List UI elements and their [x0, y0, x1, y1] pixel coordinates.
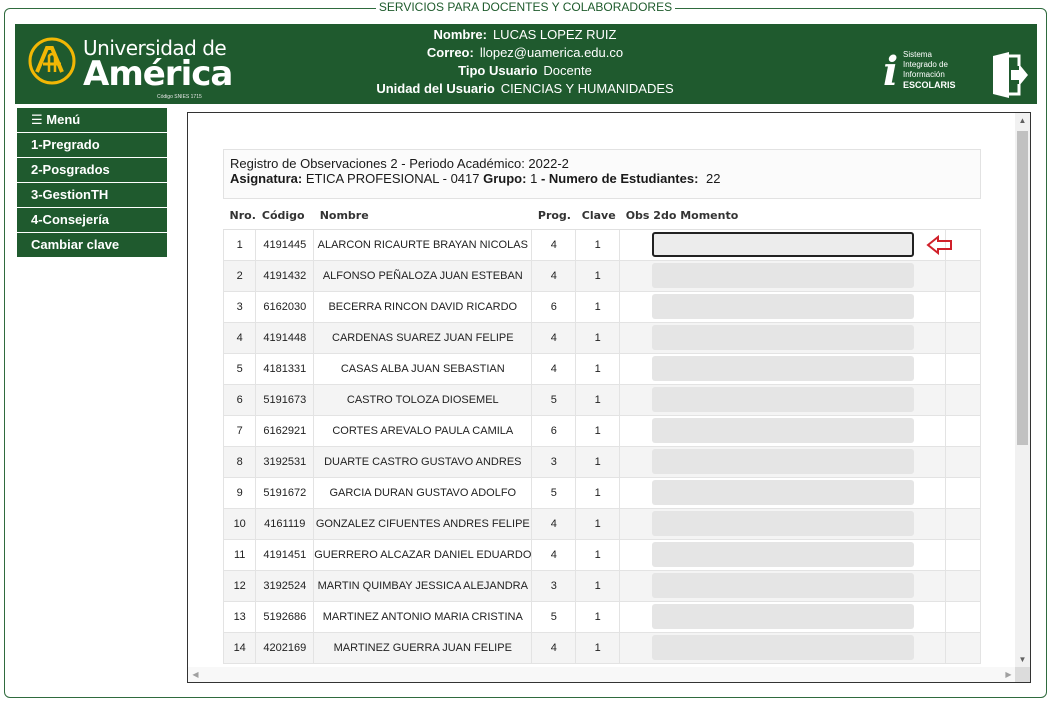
table-row — [224, 632, 981, 663]
cell-obs — [620, 260, 945, 291]
escolaris-logo — [883, 50, 973, 100]
user-email-row — [315, 44, 735, 62]
table-row — [224, 384, 981, 415]
cell-extra — [945, 539, 980, 570]
user-email-value: llopez@uamerica.edu.co — [479, 45, 624, 60]
cell-obs — [620, 322, 945, 353]
cell-codigo: 6162921 — [256, 415, 314, 446]
cell-extra — [945, 508, 980, 539]
user-unit-row — [315, 80, 735, 98]
user-name-value: LUCAS LOPEZ RUIZ — [492, 27, 617, 42]
cell-nombre: ALARCON RICAURTE BRAYAN NICOLAS — [314, 229, 532, 260]
col-prog: Prog. — [532, 203, 576, 229]
observation-input[interactable] — [652, 480, 914, 505]
cell-prog: 4 — [532, 539, 576, 570]
cell-nombre: CARDENAS SUAREZ JUAN FELIPE — [314, 322, 532, 353]
course-details: Asignatura: ETICA PROFESIONAL - 0417 Grupo: 1 - Numero de Estudiantes: 22 — [230, 171, 721, 186]
cell-obs — [620, 477, 945, 508]
cell-nro: 4 — [224, 322, 256, 353]
escolaris-text: Sistema Integrado de Información ESCOLARIS — [903, 50, 956, 90]
menu-item-gestionth[interactable]: 3-GestionTH — [17, 183, 167, 207]
cell-nro: 8 — [224, 446, 256, 477]
table-row — [224, 322, 981, 353]
cell-clave: 1 — [576, 260, 620, 291]
user-name-row — [315, 26, 735, 44]
cell-nombre: MARTIN QUIMBAY JESSICA ALEJANDRA — [314, 570, 532, 601]
cell-prog: 6 — [532, 291, 576, 322]
cell-obs — [620, 539, 945, 570]
cell-clave: 1 — [576, 570, 620, 601]
observation-input[interactable] — [652, 604, 914, 629]
cell-clave: 1 — [576, 415, 620, 446]
scroll-down-icon[interactable]: ▼ — [1018, 655, 1027, 664]
table-row — [224, 446, 981, 477]
cell-obs — [620, 229, 945, 260]
cell-prog: 4 — [532, 229, 576, 260]
col-nombre: Nombre — [314, 203, 532, 229]
course-info — [223, 149, 981, 199]
course-name: ETICA PROFESIONAL - 0417 — [305, 171, 480, 186]
col-clave: Clave — [576, 203, 620, 229]
cell-prog: 5 — [532, 477, 576, 508]
cell-codigo: 4191451 — [256, 539, 314, 570]
cell-obs — [620, 384, 945, 415]
cell-obs — [620, 415, 945, 446]
table-row — [224, 415, 981, 446]
observation-input[interactable] — [652, 387, 914, 412]
table-row — [224, 291, 981, 322]
cell-clave: 1 — [576, 601, 620, 632]
university-emblem-icon — [27, 36, 77, 86]
cell-clave: 1 — [576, 539, 620, 570]
user-type-value: Docente — [543, 63, 592, 78]
cell-nro: 9 — [224, 477, 256, 508]
cell-nro: 13 — [224, 601, 256, 632]
table-header — [224, 203, 981, 229]
cell-prog: 5 — [532, 384, 576, 415]
col-extra — [945, 203, 980, 229]
user-info — [315, 26, 735, 98]
cell-nombre: DUARTE CASTRO GUSTAVO ANDRES — [314, 446, 532, 477]
cell-nro: 1 — [224, 229, 256, 260]
cell-codigo: 4181331 — [256, 353, 314, 384]
logo-line-2: América — [83, 54, 233, 94]
cell-obs — [620, 291, 945, 322]
cell-nro: 7 — [224, 415, 256, 446]
cell-extra — [945, 384, 980, 415]
frame-legend: SERVICIOS PARA DOCENTES Y COLABORADORES — [0, 0, 1051, 14]
user-email-label: Correo: — [426, 45, 474, 60]
cell-codigo: 4191432 — [256, 260, 314, 291]
pointer-arrow-icon — [926, 235, 954, 255]
panel-scroll-area — [188, 113, 1016, 667]
observation-input[interactable] — [652, 542, 914, 567]
period-title: Registro de Observaciones 2 - Periodo Académico: 2022-2 — [230, 156, 569, 171]
cell-nro: 11 — [224, 539, 256, 570]
menu-item-cambiar-clave[interactable]: Cambiar clave — [17, 233, 167, 257]
scroll-left-icon[interactable]: ◀ — [192, 670, 199, 679]
group-number: 1 — [530, 171, 538, 186]
cell-clave: 1 — [576, 446, 620, 477]
user-type-row — [315, 62, 735, 80]
cell-nombre: BECERRA RINCON DAVID RICARDO — [314, 291, 532, 322]
cell-extra — [945, 446, 980, 477]
cell-clave: 1 — [576, 291, 620, 322]
cell-extra — [945, 260, 980, 291]
cell-prog: 4 — [532, 353, 576, 384]
observation-input[interactable] — [652, 356, 914, 381]
col-codigo: Código — [256, 203, 314, 229]
cell-extra — [945, 570, 980, 601]
col-obs: Obs 2do Momento — [620, 203, 945, 229]
cell-codigo: 4202169 — [256, 632, 314, 663]
cell-codigo: 5191672 — [256, 477, 314, 508]
observation-input[interactable] — [652, 325, 914, 350]
scroll-up-icon[interactable]: ▲ — [1018, 116, 1027, 125]
horizontal-scrollbar[interactable] — [188, 667, 1016, 682]
cell-extra — [945, 632, 980, 663]
cell-clave: 1 — [576, 322, 620, 353]
observation-input[interactable] — [652, 573, 914, 598]
observations-panel — [187, 112, 1031, 683]
cell-prog: 4 — [532, 508, 576, 539]
cell-extra — [945, 353, 980, 384]
cell-codigo: 5192686 — [256, 601, 314, 632]
user-name-label: Nombre: — [433, 27, 487, 42]
table-row — [224, 570, 981, 601]
cell-extra — [945, 601, 980, 632]
table-row — [224, 353, 981, 384]
cell-extra — [945, 415, 980, 446]
user-unit-value: CIENCIAS Y HUMANIDADES — [500, 81, 674, 96]
cell-obs — [620, 570, 945, 601]
cell-clave: 1 — [576, 632, 620, 663]
cell-nombre: MARTINEZ GUERRA JUAN FELIPE — [314, 632, 532, 663]
cell-prog: 6 — [532, 415, 576, 446]
cell-prog: 3 — [532, 446, 576, 477]
cell-nro: 5 — [224, 353, 256, 384]
cell-nro: 14 — [224, 632, 256, 663]
cell-prog: 4 — [532, 632, 576, 663]
info-i-icon: i — [883, 48, 899, 95]
cell-codigo: 3192531 — [256, 446, 314, 477]
cell-extra — [945, 322, 980, 353]
menu-toggle[interactable]: ☰ Menú — [17, 108, 167, 132]
cell-obs — [620, 353, 945, 384]
header-banner — [15, 24, 1037, 104]
university-logo[interactable] — [27, 34, 233, 100]
observation-input[interactable] — [652, 511, 914, 536]
cell-clave: 1 — [576, 508, 620, 539]
cell-clave: 1 — [576, 353, 620, 384]
logo-snies: Código SNIES 1715 — [157, 94, 202, 100]
vertical-scrollbar[interactable] — [1015, 113, 1030, 667]
user-type-label: Tipo Usuario — [458, 63, 538, 78]
table-row — [224, 477, 981, 508]
scroll-right-icon[interactable]: ▶ — [1005, 670, 1012, 679]
cell-nombre: MARTINEZ ANTONIO MARIA CRISTINA — [314, 601, 532, 632]
observation-input[interactable] — [652, 418, 914, 443]
student-count: 22 — [706, 171, 721, 186]
cell-prog: 3 — [532, 570, 576, 601]
table-row — [224, 229, 981, 260]
scroll-corner — [1015, 667, 1030, 682]
menu-item-consejeria[interactable]: 4-Consejería — [17, 208, 167, 232]
menu-item-posgrados[interactable]: 2-Posgrados — [17, 158, 167, 182]
cell-codigo: 6162030 — [256, 291, 314, 322]
cell-nombre: GONZALEZ CIFUENTES ANDRES FELIPE — [314, 508, 532, 539]
cell-nro: 12 — [224, 570, 256, 601]
cell-codigo: 4191445 — [256, 229, 314, 260]
cell-clave: 1 — [576, 384, 620, 415]
cell-codigo: 3192524 — [256, 570, 314, 601]
table-row — [224, 539, 981, 570]
cell-codigo: 4161119 — [256, 508, 314, 539]
cell-codigo: 5191673 — [256, 384, 314, 415]
observation-input[interactable] — [652, 635, 914, 660]
cell-extra — [945, 477, 980, 508]
table-row — [224, 508, 981, 539]
cell-prog: 5 — [532, 601, 576, 632]
cell-nro: 2 — [224, 260, 256, 291]
cell-obs — [620, 508, 945, 539]
cell-clave: 1 — [576, 477, 620, 508]
logout-icon[interactable] — [989, 50, 1029, 100]
col-nro: Nro. — [224, 203, 256, 229]
cell-clave: 1 — [576, 229, 620, 260]
observation-input[interactable] — [652, 232, 914, 257]
cell-extra — [945, 291, 980, 322]
observation-input[interactable] — [652, 294, 914, 319]
table-row — [224, 601, 981, 632]
cell-nro: 3 — [224, 291, 256, 322]
menu-item-pregrado[interactable]: 1-Pregrado — [17, 133, 167, 157]
cell-nro: 6 — [224, 384, 256, 415]
cell-nombre: GUERRERO ALCAZAR DANIEL EDUARDO — [314, 539, 532, 570]
cell-codigo: 4191448 — [256, 322, 314, 353]
cell-obs — [620, 632, 945, 663]
sidebar-menu — [17, 108, 167, 258]
user-unit-label: Unidad del Usuario — [376, 81, 495, 96]
cell-nombre: CASAS ALBA JUAN SEBASTIAN — [314, 353, 532, 384]
cell-obs — [620, 601, 945, 632]
cell-prog: 4 — [532, 260, 576, 291]
cell-nro: 10 — [224, 508, 256, 539]
cell-nombre: CASTRO TOLOZA DIOSEMEL — [314, 384, 532, 415]
scroll-thumb[interactable] — [1017, 131, 1028, 445]
cell-nombre: ALFONSO PEÑALOZA JUAN ESTEBAN — [314, 260, 532, 291]
cell-nombre: CORTES AREVALO PAULA CAMILA — [314, 415, 532, 446]
table-body — [224, 229, 981, 663]
table-row — [224, 260, 981, 291]
students-table — [223, 203, 981, 664]
observation-input[interactable] — [652, 263, 914, 288]
cell-obs — [620, 446, 945, 477]
logo-line-1: Universidad de — [83, 36, 227, 60]
cell-prog: 4 — [532, 322, 576, 353]
observation-input[interactable] — [652, 449, 914, 474]
cell-nombre: GARCIA DURAN GUSTAVO ADOLFO — [314, 477, 532, 508]
